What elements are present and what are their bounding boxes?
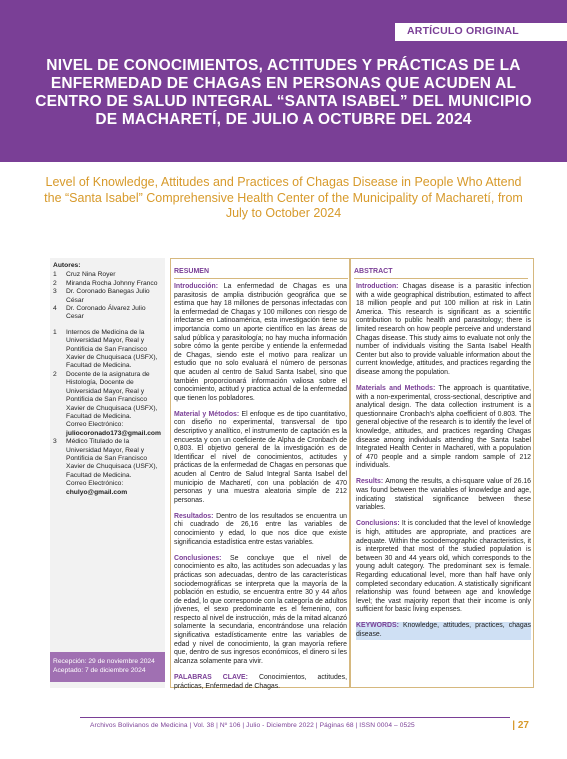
title-banner bbox=[0, 0, 567, 162]
footer-rule bbox=[80, 717, 510, 718]
resumen-header: RESUMEN bbox=[174, 263, 348, 279]
author-item: 3 Dr. Coronado Banegas Julio César bbox=[53, 288, 150, 304]
title-spanish: NIVEL DE CONOCIMIENTOS, ACTITUDES Y PRÁCTICAS DE LA ENFERMEDAD DE CHAGAS EN PERSONAS QUE ACUDEN AL CENTRO DE SALUD INTEGRAL “SANTA ISABEL” DEL MUNICIPIO DE MACHARETÍ, DE JULIO A OCTUBRE DEL 2024 bbox=[35, 57, 532, 128]
abstract-column bbox=[350, 258, 534, 688]
page-footer bbox=[0, 717, 567, 733]
submission-dates bbox=[50, 652, 165, 682]
affiliation-item: 1 Internos de Medicina de la Universidad Mayor, Real y Pontificia de San Francisco Xavier de Chuquisaca (USFX), Facultad de Medicina. bbox=[53, 328, 158, 370]
title-english: Level of Knowledge, Attitudes and Practices of Chagas Disease in People Who Attend the “Santa Isabel” Comprehensive Health Center of the Municipality of Macharetí, from July to October 2024 bbox=[44, 175, 523, 220]
page-number: | 27 bbox=[512, 720, 529, 731]
resumen-column bbox=[170, 258, 350, 688]
authors-heading: Autores: bbox=[53, 262, 81, 269]
resumen-body: Introducción: La enfermedad de Chagas es una parasitosis de amplia distribución geográfica que se estima que hay 18 millones de personas infectadas con la enfermedad de Chagas y 100 millones con riesgo de infectarse en Latinoamérica, esta investigación tiene su importancia como un aporte científico en las áreas de salud pública y parasitología; no hay mucha información sobre cómo la gente percibe y entiende la enfermedad de Chagas, siendo este el motivo para realizar un estudio que no solo evaluará el número de personas que acuden al centro de Salud Santa Isabel, sino que también proporcionará información valiosa sobre el conocimiento, actitud y practica actual de la enfermedad que tienen los pobladores. Material y Métodos: El enfoque es de tipo cuantitativo, con diseño no experimental, transversal de tipo descriptivo y analítico, el instrumento de captación es la encuesta y con un coeficiente de Alpha de Cronbach de 0,803. El objetivo general de la investigación es de Identificar el nivel de conocimientos, actitudes y prácticas de la enfermedad de Chagas en personas que acuden al Centro de Salud Integral Santa Isabel del municipio de Macharetí, con una población de 470 personas y una muestra aleatoria simple de 212 personas. Resultados: Dentro de los resultados se encuentra un chi cuadrado de 26,16 entre las variables de conocimiento y edad, lo que nos dice que existe significancia estadística entre estas variables. Conclusiones: Se concluye que el nivel de conocimiento es alto, las actitudes son adecuadas y las prácticas son adecuadas, dentro de las características sociodemográficas se interpreta que la mayoría de la población en estudio, se encuentra entre 30 y 44 años de edad, lo que corresponde con la categoría de adultos jóvenes, el sexo predominante es el femenino, con respecto al nivel de instrucción, más de la mitad alcanzó solamente la secundaria, encontrándose una relación significativa estadísticamente entre las variables de edad y nivel de conocimiento, la gran mayoría refiere que, dentro de sus ingresos económicos, el dinero si les alcanza solamente para vivir. PALABRAS CLAVE: Conocimientos, actitudes, prácticas, Enfermedad de Chagas. bbox=[174, 283, 348, 690]
received-date: Recepción: 29 de noviembre 2024 bbox=[53, 658, 155, 665]
keywords-highlight: KEYWORDS: Knowledge, attitudes, practices, chagas disease. bbox=[356, 622, 531, 638]
article-type-label: ARTÍCULO ORIGINAL bbox=[407, 25, 519, 37]
affiliation-item: 2 Docente de la asignatura de Histología, Docente de Universidad Mayor, Real y Pontificia de San Francisco Xavier de Chuquisaca (USFX), Facultad de Medicina. Correo Electrónico: juliocoronado173@gmail.com bbox=[53, 370, 161, 437]
affiliation-item: 3 Médico Titulado de la Universidad Mayor, Real y Pontificia de San Francisco Xavier de Chuquisaca (USFX), Facultad de Medicina. Correo Electrónico: chulyo@gmail.com bbox=[53, 438, 158, 496]
abstract-body: Introduction: Chagas disease is a parasitic infection with a wide geographical distribution, estimated to affect 18 million people and put 100 million at risk in Latin America. This research is significant as a scientific contribution to public health and parasitology; there is limited research on how people perceive and understand Chagas disease. This study aims to evaluate not only the number of individuals visiting the Santa Isabel Health Center but also to provide valuable information about the current knowledge, attitudes, and practices regarding the disease among the population. Materials and Methods: The approach is quantitative, with a non-experimental, cross-sectional, descriptive and analytical design. The data collection instrument is a questionnaire Cronbach's alpha coefficient of 0.803. The general objective of the research is to identify the level of knowledge, attitudes, and practices regarding Chagas disease among individuals attending the Santa Isabel Integrated Health Center in Macharetí, with a population of 470 people and a simple random sample of 212 individuals. Results: Among the results, a chi-square value of 26.16 was found between the variables of knowledge and age, indicating statistical significance between these variables. Conclusions: It is concluded that the level of knowledge is high, attitudes are appropriate, and practices are adequate. Within the sociodemographic characteristics, it is interpreted that most of the studied population is between 30 and 44 years old, which corresponds to the young adult category. The predominant sex is female. Regarding educational level, more than half have only completed secondary education. A statistically significant relationship was found between age and knowledge level; the vast majority report that their income is only sufficient for basic living expenses. KEYWORDS: Knowledge, attitudes, practices, chagas disease. bbox=[356, 283, 532, 638]
author-item: 4 Dr. Coronado Álvarez Julio Cesar bbox=[53, 305, 146, 321]
email-link[interactable]: chulyo@gmail.com bbox=[66, 488, 128, 496]
journal-citation: Archivos Bolivianos de Medicina | Vol. 38 | Nº 106 | Julio - Diciembre 2022 | Páginas 68 | ISSN 0004 – 0525 bbox=[90, 722, 415, 729]
accepted-date: Aceptado: 7 de diciembre 2024 bbox=[53, 666, 146, 674]
abstract-header: ABSTRACT bbox=[354, 263, 528, 279]
email-link[interactable]: juliocoronado173@gmail.com bbox=[66, 429, 161, 437]
authors-block bbox=[53, 262, 161, 497]
article-type-tag bbox=[395, 23, 567, 41]
author-item: 1 Cruz Nina Royer bbox=[53, 271, 116, 279]
author-item: 2 Miranda Rocha Johnny Franco bbox=[53, 279, 158, 287]
